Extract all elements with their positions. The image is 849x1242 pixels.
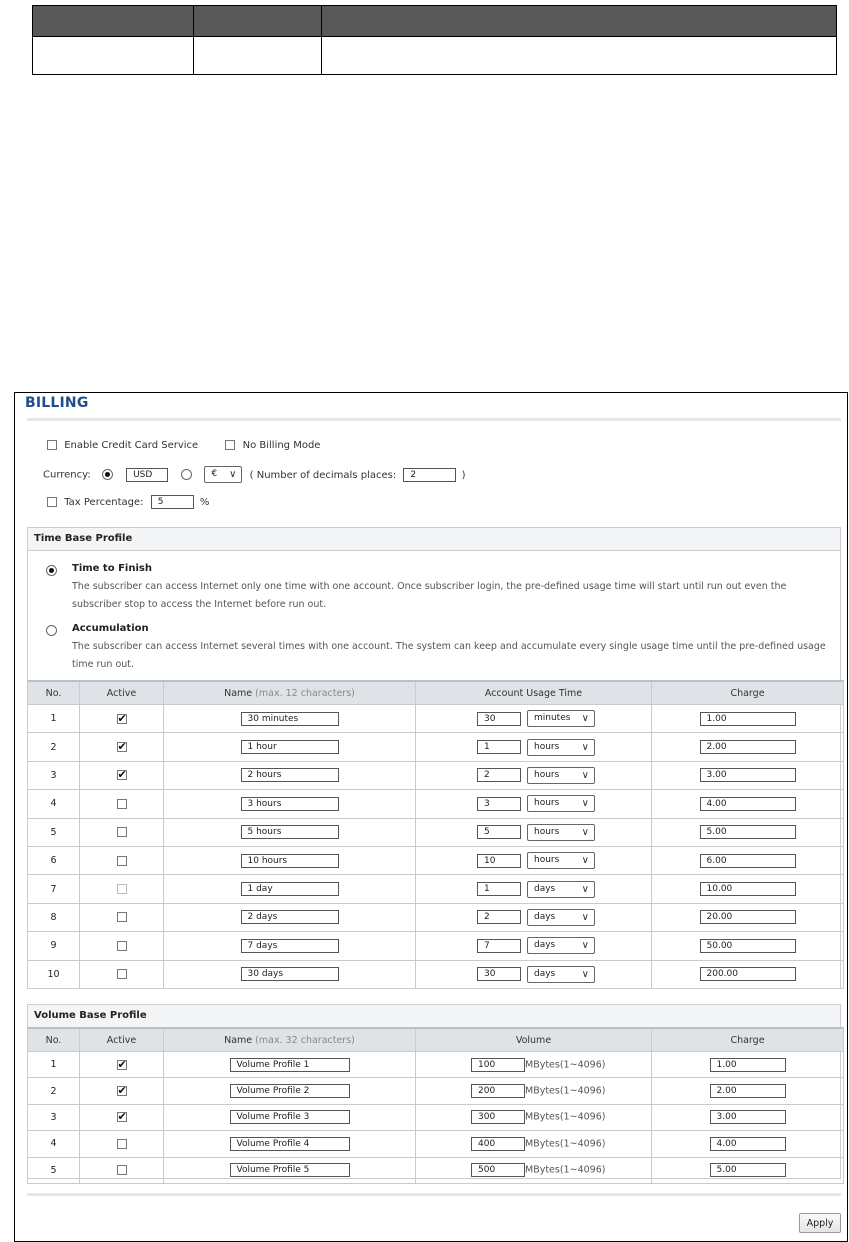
usage-time-input[interactable]: 2 [477,768,521,782]
accumulation-radio[interactable] [46,625,57,636]
row-number: 2 [28,733,80,761]
currency-row [43,466,465,483]
volume-unit-label: MBytes(1~4096) [525,1059,606,1071]
accumulation-label: Accumulation [72,623,149,634]
table-row [28,1078,844,1104]
row-volume-cell [416,1078,652,1104]
col-name [164,1028,416,1052]
row-volume-cell [416,1104,652,1130]
row-active-cell [80,1052,164,1078]
row-name-cell [164,875,416,903]
volume-unit-label: MBytes(1~4096) [525,1138,606,1150]
row-charge-cell [652,1104,844,1130]
row-name-cell [164,1104,416,1130]
table-row [28,818,844,846]
volume-unit-label: MBytes(1~4096) [525,1111,606,1123]
row-volume-cell [416,1131,652,1157]
usage-time-input[interactable]: 10 [477,854,521,868]
row-usage-cell [416,761,652,789]
charge-input[interactable]: 3.00 [700,768,796,782]
usage-unit-value: days [534,883,556,894]
row-number: 1 [28,705,80,733]
tax-percentage-label: Tax Percentage: [64,497,144,508]
col-active: Active [80,1028,164,1052]
volume-base-profile-title: Volume Base Profile [28,1005,840,1028]
usage-unit-select[interactable] [527,909,595,926]
col-charge: Charge [652,1028,844,1052]
row-active-cell [80,875,164,903]
active-checkbox[interactable] [117,1086,127,1096]
row-number: 1 [28,1052,80,1078]
profile-name-input[interactable]: 30 minutes [241,712,339,726]
active-checkbox[interactable] [117,1112,127,1122]
charge-input[interactable]: 6.00 [700,854,796,868]
profile-name-input[interactable]: Volume Profile 3 [230,1110,350,1124]
active-checkbox[interactable] [117,1165,127,1175]
accumulation-option [46,623,149,637]
usage-unit-value: days [534,968,556,979]
table-row [28,761,844,789]
usage-unit-select[interactable] [527,824,595,841]
row-active-cell [80,761,164,789]
active-checkbox[interactable] [117,1139,127,1149]
time-to-finish-radio[interactable] [46,565,57,576]
row-active-cell [80,1131,164,1157]
enable-credit-card-checkbox[interactable] [47,440,57,450]
row-charge-cell [652,1131,844,1157]
billing-panel [14,392,848,1242]
active-checkbox[interactable] [117,884,127,894]
chevron-down-icon: ∨ [581,741,589,753]
row-charge-cell [652,1078,844,1104]
chevron-down-icon: ∨ [581,940,589,952]
table-row [28,790,844,818]
profile-name-input[interactable]: Volume Profile 5 [230,1163,350,1177]
accumulation-description: The subscriber can access Internet several times with one account. The system can keep and accumulate every single usage time until the pre-defined usage time run out. [72,641,826,670]
row-name-cell [164,960,416,988]
row-usage-cell [416,960,652,988]
decimals-label: ( Number of decimals places: [249,469,397,481]
row-name-cell [164,790,416,818]
table-row [28,1157,844,1183]
chevron-down-icon: ∨ [581,798,589,810]
row-number: 3 [28,1104,80,1130]
usage-unit-select[interactable] [527,852,595,869]
row-charge-cell [652,761,844,789]
volume-profile-table [27,1027,844,1184]
time-to-finish-description: The subscriber can access Internet only one time with one account. Once subscriber login, the pre-defined usage time will start until run out even the subscriber stop to access the Internet before run out. [72,581,787,610]
usage-unit-select[interactable] [527,937,595,954]
row-name-cell [164,1131,416,1157]
usage-time-input[interactable]: 5 [477,825,521,839]
no-billing-mode-label: No Billing Mode [242,440,321,451]
row-number: 5 [28,818,80,846]
no-billing-mode-checkbox[interactable] [225,440,235,450]
row-number: 4 [28,1131,80,1157]
row-active-cell [80,903,164,931]
tax-percentage-input[interactable]: 5 [151,495,194,509]
row-name-cell [164,1157,416,1183]
charge-input[interactable]: 10.00 [700,882,796,896]
usage-unit-value: hours [534,798,560,809]
row-charge-cell [652,733,844,761]
table-row [28,960,844,988]
profile-name-input[interactable]: Volume Profile 4 [230,1137,350,1151]
col-name-hint: (max. 12 characters) [255,687,355,699]
chevron-down-icon: ∨ [581,883,589,895]
profile-name-input[interactable]: 30 days [241,967,339,981]
charge-input[interactable]: 200.00 [700,967,796,981]
row-volume-cell [416,1157,652,1183]
row-number: 5 [28,1157,80,1183]
charge-input[interactable]: 5.00 [700,825,796,839]
active-checkbox[interactable] [117,827,127,837]
chevron-down-icon: ∨ [581,855,589,867]
col-name-hint: (max. 32 characters) [255,1034,355,1046]
row-active-cell [80,705,164,733]
row-charge-cell [652,790,844,818]
chevron-down-icon: ∨ [581,713,589,725]
col-no: No. [28,681,80,705]
tax-percentage-checkbox[interactable] [47,497,57,507]
col-name [164,681,416,705]
title-divider [27,418,841,421]
tax-percentage-unit: % [199,497,210,508]
row-active-cell [80,1104,164,1130]
charge-input[interactable]: 20.00 [700,910,796,924]
row-name-cell [164,932,416,960]
row-charge-cell [652,1157,844,1183]
row-active-cell [80,960,164,988]
table-row [28,1052,844,1078]
row-number: 6 [28,846,80,874]
charge-input[interactable]: 2.00 [700,740,796,754]
usage-time-input[interactable]: 1 [477,740,521,754]
charge-input[interactable]: 5.00 [710,1163,786,1177]
usage-time-input[interactable]: 30 [477,967,521,981]
chevron-down-icon: ∨ [581,769,589,781]
volume-input[interactable]: 500 [471,1163,525,1177]
col-name-label: Name [224,687,253,699]
row-active-cell [80,1157,164,1183]
col-name-label: Name [224,1034,253,1046]
row-volume-cell [416,1052,652,1078]
active-checkbox[interactable] [117,714,127,724]
usage-time-input[interactable]: 7 [477,939,521,953]
row-name-cell [164,761,416,789]
col-charge: Charge [652,681,844,705]
charge-input[interactable]: 4.00 [710,1137,786,1151]
charge-input[interactable]: 3.00 [710,1110,786,1124]
chevron-down-icon: ∨ [581,826,589,838]
time-base-profile-title: Time Base Profile [28,528,840,551]
charge-input[interactable]: 50.00 [700,939,796,953]
time-table-header [28,681,844,705]
usage-unit-select[interactable] [527,795,595,812]
chevron-down-icon: ∨ [581,968,589,980]
table-row [28,733,844,761]
profile-name-input[interactable]: 1 day [241,882,339,896]
col-volume: Volume [416,1028,652,1052]
col-active: Active [80,681,164,705]
profile-name-input[interactable]: 2 days [241,910,339,924]
table-row [28,1104,844,1130]
row-charge-cell [652,960,844,988]
row-charge-cell [652,1052,844,1078]
charge-input[interactable]: 4.00 [700,797,796,811]
row-name-cell [164,1078,416,1104]
row-usage-cell [416,790,652,818]
active-checkbox[interactable] [117,770,127,780]
row-charge-cell [652,932,844,960]
row-charge-cell [652,705,844,733]
row-number: 2 [28,1078,80,1104]
profile-name-input[interactable]: 1 hour [241,740,339,754]
col-usage-time: Account Usage Time [416,681,652,705]
active-checkbox[interactable] [117,1060,127,1070]
row-number: 3 [28,761,80,789]
table-row [28,903,844,931]
volume-table-header [28,1028,844,1052]
profile-name-input[interactable]: Volume Profile 1 [230,1058,350,1072]
active-checkbox[interactable] [117,799,127,809]
table-row [28,846,844,874]
currency-usd-input[interactable]: USD [126,468,168,482]
enable-credit-card-label: Enable Credit Card Service [64,440,199,451]
decimals-label-suffix: ) [461,469,466,481]
row-usage-cell [416,903,652,931]
usage-time-input[interactable]: 2 [477,910,521,924]
row-usage-cell [416,705,652,733]
profile-name-input[interactable]: 10 hours [241,854,339,868]
charge-input[interactable]: 1.00 [700,712,796,726]
chevron-down-icon: ∨ [581,911,589,923]
row-name-cell [164,1052,416,1078]
row-active-cell [80,733,164,761]
chevron-down-icon: ∨ [229,469,237,480]
usage-time-input[interactable]: 30 [477,712,521,726]
volume-input[interactable]: 200 [471,1084,525,1098]
usage-unit-select[interactable] [527,710,595,727]
usage-unit-value: hours [534,741,560,752]
volume-input[interactable]: 400 [471,1137,525,1151]
table-row [28,875,844,903]
table-row [28,932,844,960]
charge-input[interactable]: 1.00 [710,1058,786,1072]
volume-input[interactable]: 100 [471,1058,525,1072]
time-to-finish-label: Time to Finish [72,563,152,574]
row-number: 9 [28,932,80,960]
active-checkbox[interactable] [117,912,127,922]
usage-unit-value: hours [534,855,560,866]
currency-symbol-value: € [211,469,218,479]
row-charge-cell [652,846,844,874]
profile-name-input[interactable]: Volume Profile 2 [230,1084,350,1098]
profile-name-input[interactable]: 2 hours [241,768,339,782]
row-charge-cell [652,818,844,846]
profile-name-input[interactable]: 3 hours [241,797,339,811]
table-row [28,1131,844,1157]
row-charge-cell [652,903,844,931]
row-number: 7 [28,875,80,903]
usage-time-input[interactable]: 3 [477,797,521,811]
time-profile-table [27,680,844,989]
row-name-cell [164,705,416,733]
document-table-header [33,6,837,37]
usage-unit-value: days [534,911,556,922]
row-name-cell [164,903,416,931]
volume-unit-label: MBytes(1~4096) [525,1164,606,1176]
row-number: 10 [28,960,80,988]
usage-unit-select[interactable] [527,739,595,756]
row-active-cell [80,932,164,960]
currency-symbol-select[interactable] [204,466,242,483]
volume-unit-label: MBytes(1~4096) [525,1085,606,1097]
row-usage-cell [416,818,652,846]
currency-usd-radio[interactable] [102,469,113,480]
usage-unit-value: hours [534,769,560,780]
document-table-row [33,37,837,75]
charge-input[interactable]: 2.00 [710,1084,786,1098]
usage-unit-value: days [534,940,556,951]
usage-unit-select[interactable] [527,767,595,784]
tax-row [47,495,209,509]
row-name-cell [164,733,416,761]
decimals-input[interactable]: 2 [403,468,456,482]
page-title: BILLING [25,395,89,411]
bottom-divider [27,1193,841,1196]
profile-name-input[interactable]: 7 days [241,939,339,953]
row-charge-cell [652,875,844,903]
row-name-cell [164,818,416,846]
document-table [32,5,837,75]
usage-unit-value: minutes [534,713,571,724]
row-usage-cell [416,932,652,960]
volume-input[interactable]: 300 [471,1110,525,1124]
table-row [28,705,844,733]
options-row [47,440,320,451]
usage-unit-select[interactable] [527,966,595,983]
active-checkbox[interactable] [117,941,127,951]
currency-label: Currency: [43,469,91,481]
active-checkbox[interactable] [117,742,127,752]
row-name-cell [164,846,416,874]
col-no: No. [28,1028,80,1052]
active-checkbox[interactable] [117,856,127,866]
active-checkbox[interactable] [117,969,127,979]
row-number: 4 [28,790,80,818]
usage-unit-select[interactable] [527,881,595,898]
row-active-cell [80,846,164,874]
time-to-finish-option [46,563,152,577]
usage-time-input[interactable]: 1 [477,882,521,896]
usage-unit-value: hours [534,826,560,837]
row-active-cell [80,1078,164,1104]
row-usage-cell [416,733,652,761]
profile-name-input[interactable]: 5 hours [241,825,339,839]
row-number: 8 [28,903,80,931]
row-active-cell [80,818,164,846]
row-active-cell [80,790,164,818]
row-usage-cell [416,875,652,903]
row-usage-cell [416,846,652,874]
apply-button[interactable]: Apply [799,1213,841,1233]
currency-symbol-radio[interactable] [181,469,192,480]
